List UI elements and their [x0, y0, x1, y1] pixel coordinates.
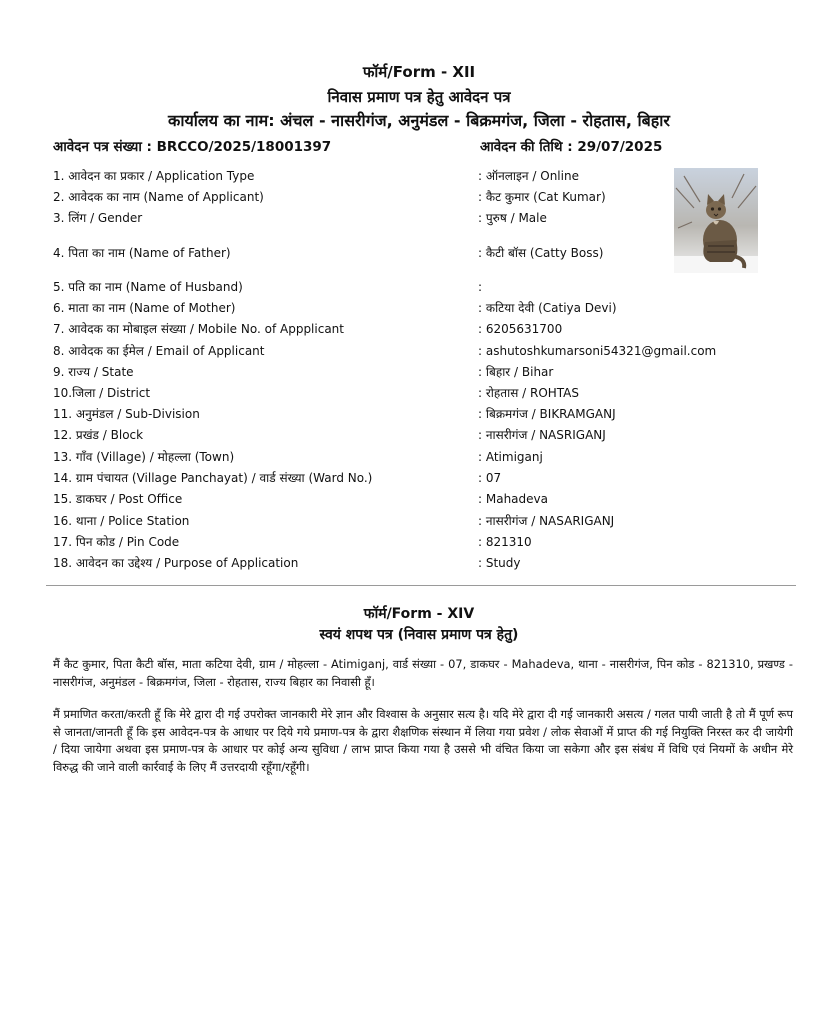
- field-label: 5. पति का नाम (Name of Husband): [53, 280, 243, 294]
- field-label: 10.जिला / District: [53, 386, 151, 400]
- field-label: 4. पिता का नाम (Name of Father): [53, 246, 231, 260]
- affidavit-form-title: फॉर्म/Form - XIV: [363, 606, 475, 622]
- form-title: फॉर्म/Form - XII: [362, 63, 476, 81]
- field-value: : बिक्रमगंज / BIKRAMGANJ: [478, 407, 616, 421]
- field-label: 14. ग्राम पंचायत (Village Panchayat) / वार्ड संख्या (Ward No.): [53, 471, 373, 485]
- field-value: : 821310: [478, 535, 532, 549]
- field-value: : बिहार / Bihar: [478, 365, 554, 379]
- field-value: : 07: [478, 471, 502, 485]
- application-date: आवेदन की तिथि : 29/07/2025: [480, 139, 663, 155]
- cat-photo-icon: [674, 168, 758, 273]
- field-value: : Atimiganj: [478, 450, 543, 464]
- section-divider: [46, 585, 796, 586]
- field-label: 16. थाना / Police Station: [53, 514, 190, 528]
- field-value: : 6205631700: [478, 322, 563, 336]
- affidavit-subtitle: स्वयं शपथ पत्र (निवास प्रमाण पत्र हेतु): [319, 627, 519, 643]
- office-name: कार्यालय का नाम: अंचल - नासरीगंज, अनुमंडल - बिक्रमगंज, जिला - रोहतास, बिहार: [168, 111, 670, 130]
- field-value: : ऑनलाइन / Online: [478, 169, 579, 183]
- affidavit-paragraph-residence: मैं कैट कुमार, पिता कैटी बॉस, माता कटिया देवी, ग्राम / मोहल्ला - Atimiganj, वार्ड संख्या - 07, डाकघर - Mahadeva, थाना - नासरीगंज, पिन कोड - 821310, प्रखण्ड - नासरीगंज, अनुमंडल - बिक्रमगंज, जिला - रोहतास, राज्य बिहार का निवासी हूँ।: [53, 657, 793, 689]
- field-value: : कटिया देवी (Catiya Devi): [478, 301, 617, 315]
- field-value: : कैटी बॉस (Catty Boss): [478, 246, 604, 260]
- affidavit-paragraph-declaration: मैं प्रमाणित करता/करती हूँ कि मेरे द्वारा दी गई उपरोक्त जानकारी मेरे ज्ञान और विश्वास के अनुसार सत्य है। यदि मेरे द्वारा दी गई जानकारी असत्य / गलत पायी जाती है तो मैं पूर्ण रूप से जानता/जानती हूँ कि इस आवेदन-पत्र के आधार पर दिये गये प्रमाण-पत्र के द्वारा शैक्षणिक संस्थान में लिया गया प्रवेश / लोक सेवाओं में प्राप्त की गई नियुक्ति निरस्त कर दी जायेगी / दिया जायेगा अथवा इस प्रमाण-पत्र के आधार पर कोई अन्य सुविधा / लाभ प्राप्त किया गया है उससे भी वंचित किया जा सकेगा और इस संबंध में विधि एवं नियमों के अधीन मेरे विरुद्ध की जाने वाली कार्रवाई के लिए मैं उत्तरदायी रहूँगा/रहूँगी।: [53, 707, 793, 774]
- form-subtitle: निवास प्रमाण पत्र हेतु आवेदन पत्र: [327, 88, 511, 106]
- field-value: : Mahadeva: [478, 492, 548, 506]
- field-label: 1. आवेदन का प्रकार / Application Type: [53, 169, 255, 183]
- field-label: 11. अनुमंडल / Sub-Division: [53, 407, 200, 421]
- field-label: 13. गाँव (Village) / मोहल्ला (Town): [53, 450, 235, 464]
- field-label: 7. आवेदक का मोबाइल संख्या / Mobile No. of Appplicant: [53, 322, 344, 336]
- field-label: 3. लिंग / Gender: [53, 211, 143, 225]
- field-label: 6. माता का नाम (Name of Mother): [53, 301, 236, 315]
- field-label: 15. डाकघर / Post Office: [53, 492, 183, 506]
- field-label: 9. राज्य / State: [53, 365, 134, 379]
- application-number: आवेदन पत्र संख्या : BRCCO/2025/18001397: [53, 139, 332, 155]
- field-label: 2. आवेदक का नाम (Name of Applicant): [53, 190, 264, 204]
- field-label: 17. पिन कोड / Pin Code: [53, 535, 180, 549]
- applicant-photo: [674, 168, 758, 273]
- field-value: :: [478, 280, 483, 294]
- field-label: 18. आवेदन का उद्देश्य / Purpose of Application: [53, 556, 299, 570]
- field-value: : कैट कुमार (Cat Kumar): [478, 190, 606, 204]
- field-value: : ashutoshkumarsoni54321@gmail.com: [478, 344, 717, 358]
- field-value: : रोहतास / ROHTAS: [478, 386, 580, 400]
- field-value: : Study: [478, 556, 521, 570]
- field-value: : नासरीगंज / NASRIGANJ: [478, 428, 606, 442]
- field-value: : पुरुष / Male: [478, 211, 547, 225]
- field-label: 12. प्रखंड / Block: [53, 428, 144, 442]
- field-value: : नासरीगंज / NASARIGANJ: [478, 514, 615, 528]
- field-label: 8. आवेदक का ईमेल / Email of Applicant: [53, 344, 265, 358]
